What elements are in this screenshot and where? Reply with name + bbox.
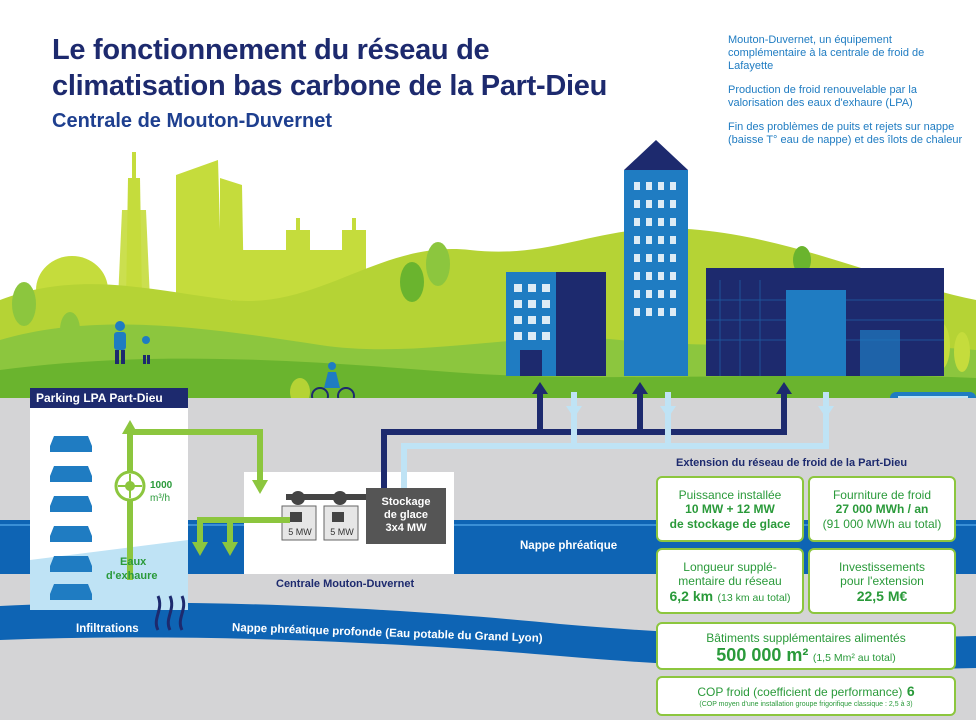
length-title-2: mentaire du réseau — [678, 574, 782, 588]
flow-value: 1000 — [150, 480, 173, 491]
supply-title: Fourniture de froid — [832, 488, 932, 502]
card-supply — [808, 476, 956, 542]
fact-item: Fin des problèmes de puits et rejets sur nappe (baisse T° eau de nappe) et des îlots de chaleur — [728, 121, 963, 146]
length-detail: (13 km au total) — [717, 592, 791, 604]
parking-title: Parking LPA Part-Dieu — [36, 391, 163, 405]
unit1-label: 5 MW — [288, 527, 312, 537]
power-detail: de stockage de glace — [669, 517, 791, 531]
length-title-1: Longueur supplé- — [683, 560, 777, 574]
facts-list — [728, 34, 968, 158]
buildings-detail: (1,5 Mm² au total) — [812, 652, 896, 664]
storage-line-1: Stockage — [381, 496, 431, 508]
plant-name: Centrale Mouton-Duvernet — [276, 578, 415, 590]
water-label-2: d'exhaure — [106, 570, 158, 582]
storage-line-2: de glace — [383, 509, 429, 521]
pump-icon — [116, 472, 144, 500]
water-label-1: Eaux — [120, 556, 147, 568]
supply-value: 27 000 MWh / an — [835, 502, 929, 516]
infiltrations-label: Infiltrations — [76, 623, 139, 635]
buildings-value: 500 000 m² — [716, 645, 809, 665]
flow-unit: m³/h — [150, 493, 170, 504]
storage-line-3: 3x4 MW — [385, 522, 427, 534]
storage-label — [366, 496, 446, 535]
cop-value: 6 — [906, 683, 915, 699]
deep-nappe-label: Nappe phréatique profonde (Eau potable du Grand Lyon) — [231, 622, 543, 645]
title-line-2: climatisation bas carbone de la Part-Dieu — [52, 70, 607, 102]
page-title — [52, 32, 712, 104]
fact-item: Production de froid renouvelable par la valorisation des eaux d'exhaure (LPA) — [728, 84, 917, 109]
page-subtitle: Centrale de Mouton-Duvernet — [52, 110, 333, 132]
cop-title: COP froid (coefficient de performance) — [697, 685, 903, 699]
title-line-1: Le fonctionnement du réseau de — [52, 34, 490, 66]
card-power — [656, 476, 804, 542]
fact-item: Mouton-Duvernet, un équipement complémentaire à la centrale de froid de Lafayette — [728, 34, 925, 72]
length-value: 6,2 km — [669, 588, 714, 604]
nappe-label: Nappe phréatique — [520, 540, 618, 552]
card-buildings — [656, 622, 956, 670]
card-invest — [808, 548, 956, 614]
invest-value: 22,5 M€ — [856, 588, 908, 604]
invest-title-1: Investissements — [838, 560, 926, 574]
card-cop — [656, 676, 956, 716]
card-length — [656, 548, 804, 614]
invest-title-2: pour l'extension — [840, 574, 924, 588]
power-value: 10 MW + 12 MW — [685, 502, 775, 516]
supply-detail: (91 000 MWh au total) — [822, 517, 942, 531]
unit2-label: 5 MW — [330, 527, 354, 537]
extension-heading: Extension du réseau de froid de la Part-Dieu — [676, 457, 908, 469]
power-title: Puissance installée — [678, 488, 782, 502]
buildings-title: Bâtiments supplémentaires alimentés — [706, 631, 906, 645]
cop-detail: (COP moyen d'une installation groupe frigorifique classique : 2,5 à 3) — [699, 701, 913, 708]
